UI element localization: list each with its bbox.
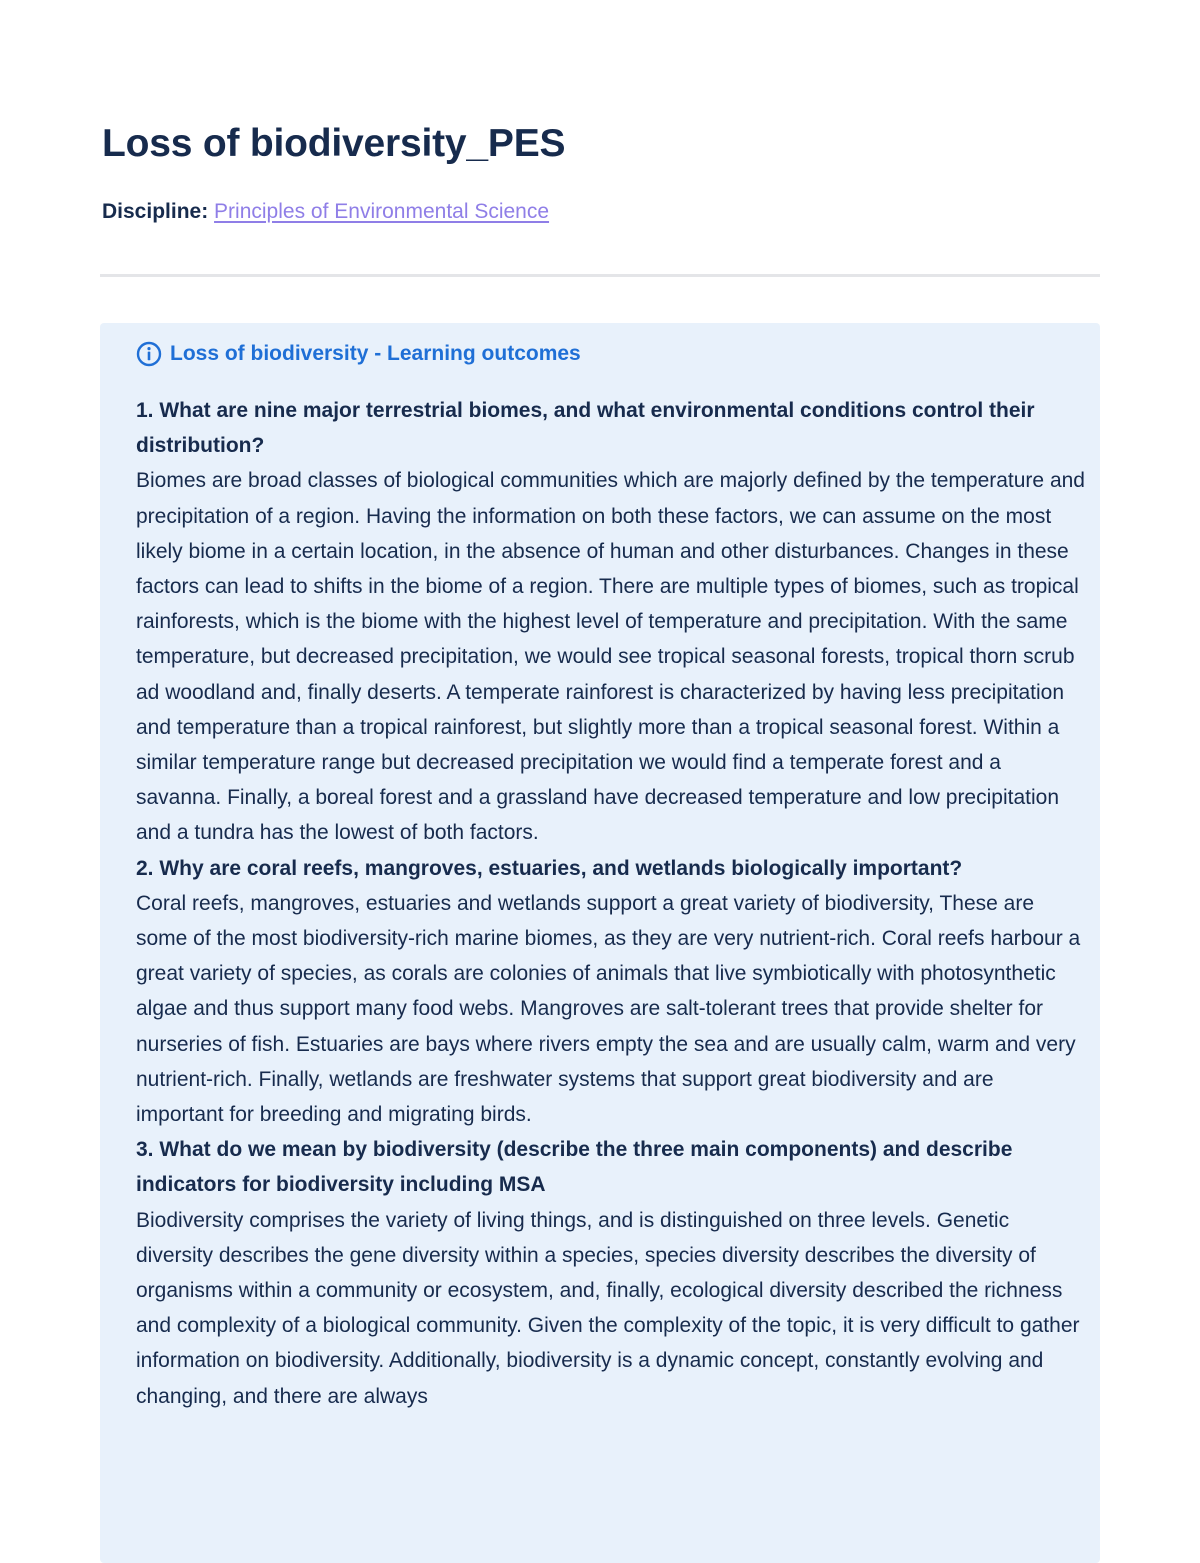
panel-header [136, 341, 581, 367]
answer-3: Biodiversity comprises the variety of living things, and is distinguished on three levels. Genetic diversity describes the gene diversity within a species, species diversity describes the diversity of organisms within a community or ecosystem, and, finally, ecological diversity described the richness and complexity of a biological community. Given the complexity of the topic, it is very difficult to gather information on biodiversity. Additionally, biodiversity is a dynamic concept, constantly evolving and changing, and there are always [136, 1208, 1080, 1408]
panel-content [136, 393, 1086, 1414]
question-1: 1. What are nine major terrestrial biomes, and what environmental conditions control their distribution? [136, 399, 1035, 458]
question-2: 2. Why are coral reefs, mangroves, estuaries, and wetlands biologically important? [136, 856, 963, 880]
answer-2: Coral reefs, mangroves, estuaries and wetlands support a great variety of biodiversity, These are some of the most biodiversity-rich marine biomes, as they are very nutrient-rich. Coral reefs harbour a great variety of species, as corals are colonies of animals that live symbiotically with photosynthetic algae and thus support many food webs. Mangroves are salt-tolerant trees that provide shelter for nurseries of fish. Estuaries are bays where rivers empty the sea and are usually calm, warm and very nutrient-rich. Finally, wetlands are freshwater systems that support great biodiversity and are important for breeding and migrating birds. [136, 891, 1081, 1127]
learning-outcomes-panel [100, 323, 1100, 1563]
answer-1: Biomes are broad classes of biological communities which are majorly defined by the temperature and precipitation of a region. Having the information on both these factors, we can assume on the most likely biome in a certain location, in the absence of human and other disturbances. Changes in these factors can lead to shifts in the biome of a region. There are multiple types of biomes, such as tropical rainforests, which is the biome with the highest level of temperature and precipitation. With the same temperature, but decreased precipitation, we would see tropical seasonal forests, tropical thorn scrub ad woodland and, finally deserts. A temperate rainforest is characterized by having less precipitation and temperature than a tropical rainforest, but slightly more than a tropical seasonal forest. Within a similar temperature range but decreased precipitation we would find a temperate forest and a savanna. Finally, a boreal forest and a grassland have decreased temperature and low precipitation and a tundra has the lowest of both factors. [136, 469, 1085, 845]
discipline-link[interactable]: Principles of Environmental Science [214, 200, 550, 223]
page-title: Loss of biodiversity_PES [102, 122, 566, 165]
discipline-label: Discipline: [102, 200, 209, 223]
info-icon [136, 341, 162, 367]
panel-title: Loss of biodiversity - Learning outcomes [170, 342, 581, 365]
discipline-line [102, 200, 549, 224]
divider [100, 274, 1100, 277]
question-3: 3. What do we mean by biodiversity (describe the three main components) and describe indicators for biodiversity including MSA [136, 1138, 1013, 1197]
